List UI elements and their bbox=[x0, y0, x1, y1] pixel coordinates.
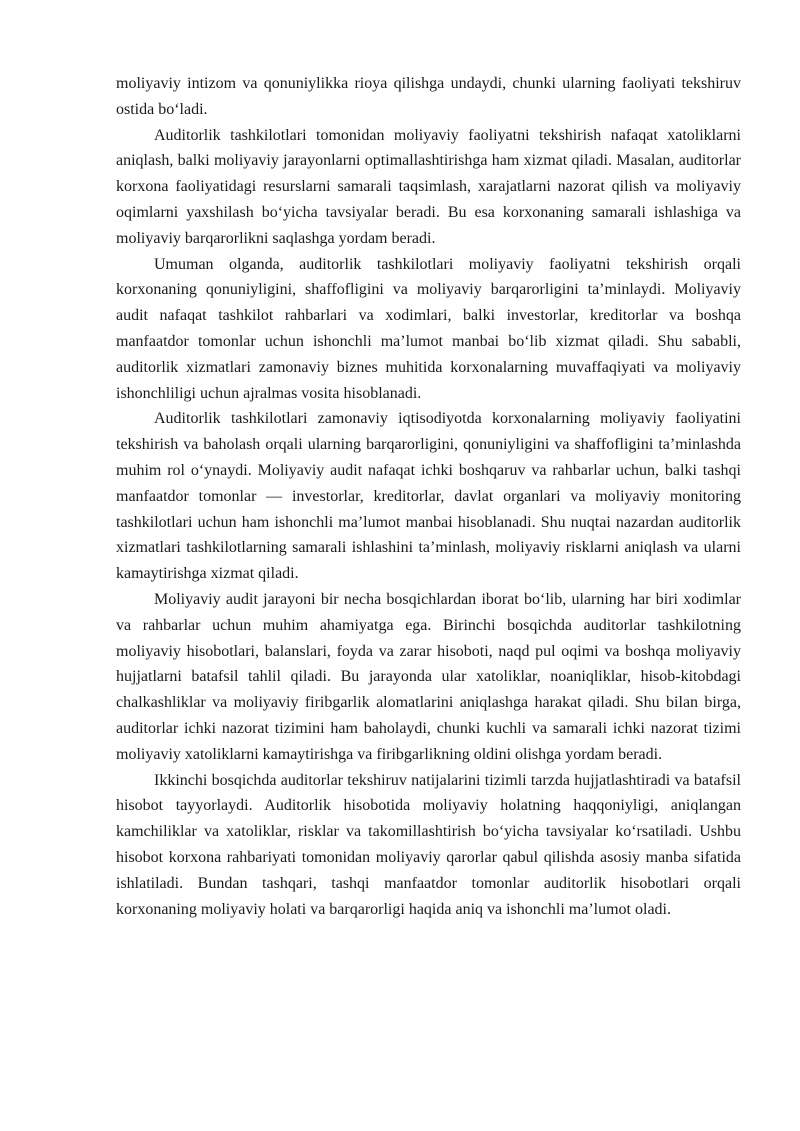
document-page bbox=[116, 71, 741, 922]
paragraph: Umuman olganda, auditorlik tashkilotlari moliyaviy faoliyatni tekshirish orqali korxonaning qonuniyligini, shaffofligini va moliyaviy barqarorligini ta’minlaydi. Moliyaviy audit nafaqat tashkilot rahbarlari va xodimlari, balki investorlar, kreditorlar va boshqa manfaatdor tomonlar uchun ishonchli ma’lumot manbai bo‘lib xizmat qiladi. Shu sababli, auditorlik xizmatlari zamonaviy biznes muhitida korxonalarning muvaffaqiyati va moliyaviy ishonchliligi uchun ajralmas vosita hisoblanadi. bbox=[116, 255, 741, 402]
paragraph: Auditorlik tashkilotlari tomonidan moliyaviy faoliyatni tekshirish nafaqat xatoliklarni aniqlash, balki moliyaviy jarayonlarni optimallashtirishga ham xizmat qiladi. Masalan, auditorlar korxona faoliyatidagi resurslarni samarali taqsimlash, xarajatlarni nazorat qilish va moliyaviy oqimlarni yaxshilash bo‘yicha tavsiyalar beradi. Bu esa korxonaning samarali ishlashiga va moliyaviy barqarorlikni saqlashga yordam beradi. bbox=[116, 126, 741, 247]
paragraph: Moliyaviy audit jarayoni bir necha bosqichlardan iborat bo‘lib, ularning har biri xodimlar va rahbarlar uchun muhim ahamiyatga ega. Birinchi bosqichda auditorlar tashkilotning moliyaviy hisobotlari, balanslari, foyda va zarar hisoboti, naqd pul oqimi va boshqa moliyaviy hujjatlarni batafsil tahlil qiladi. Bu jarayonda ular xatoliklar, noaniqliklar, hisob-kitobdagi chalkashliklar va moliyaviy firibgarlik alomatlarini aniqlashga harakat qiladi. Shu bilan birga, auditorlar ichki nazorat tizimini ham baholaydi, chunki kuchli va samarali ichki nazorat tizimi moliyaviy xatoliklarni kamaytirishga va firibgarlikning oldini olishga yordam beradi. bbox=[116, 590, 741, 763]
paragraph: Auditorlik tashkilotlari zamonaviy iqtisodiyotda korxonalarning moliyaviy faoliyatini tekshirish va baholash orqali ularning barqarorligini, qonuniyligini va shaffofligini ta’minlashda muhim rol o‘ynaydi. Moliyaviy audit nafaqat ichki boshqaruv va rahbarlar uchun, balki tashqi manfaatdor tomonlar — investorlar, kreditorlar, davlat organlari va moliyaviy monitoring tashkilotlari uchun ham ishonchli ma’lumot manbai hisoblanadi. Shu nuqtai nazardan auditorlik xizmatlari tashkilotlarning samarali ishlashini ta’minlash, moliyaviy risklarni aniqlash va ularni kamaytirishga xizmat qiladi. bbox=[116, 410, 741, 583]
paragraph: Ikkinchi bosqichda auditorlar tekshiruv natijalarini tizimli tarzda hujjatlashtiradi va batafsil hisobot tayyorlaydi. Auditorlik hisobotida moliyaviy holatning haqqoniyligi, aniqlangan kamchiliklar va xatoliklar, risklar va takomillashtirish bo‘yicha tavsiyalar ko‘rsatiladi. Ushbu hisobot korxona rahbariyati tomonidan moliyaviy qarorlar qabul qilishda asosiy manba sifatida ishlatiladi. Bundan tashqari, tashqi manfaatdor tomonlar auditorlik hisobotlari orqali korxonaning moliyaviy holati va barqarorligi haqida aniq va ishonchli ma’lumot oladi. bbox=[116, 771, 741, 918]
paragraph-continuation: moliyaviy intizom va qonuniylikka rioya qilishga undaydi, chunki ularning faoliyati tekshiruv ostida bo‘ladi. bbox=[116, 75, 741, 118]
